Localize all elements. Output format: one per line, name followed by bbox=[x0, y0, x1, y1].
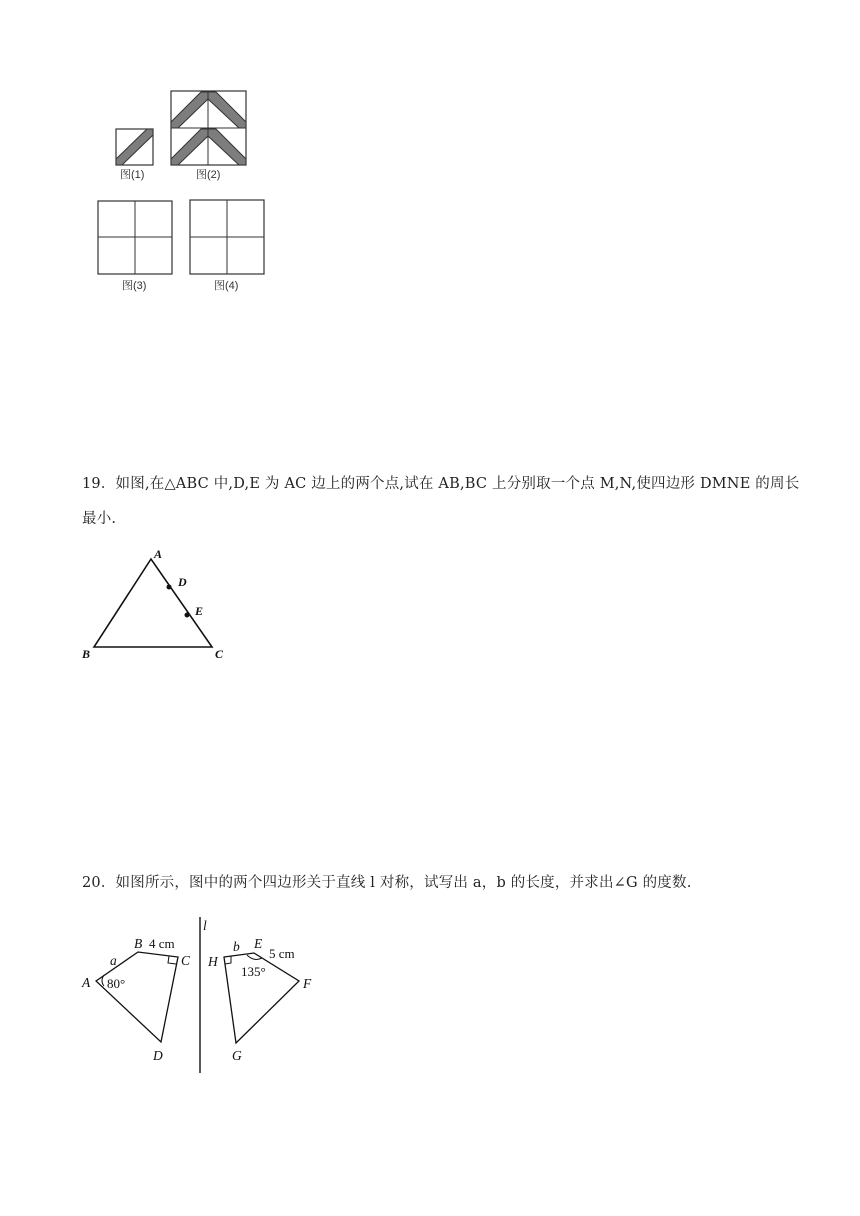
tiling-figures bbox=[0, 0, 300, 300]
quadrilateral-abcd bbox=[96, 952, 178, 1042]
triangle-abc bbox=[94, 559, 212, 647]
question-20-text: 20．如图所示，图中的两个四边形关于直线 l 对称，试写出 a，b 的长度，并求出∠G 的度数. bbox=[82, 875, 692, 891]
figure-3 bbox=[98, 201, 172, 274]
symmetric-quadrilaterals-figure bbox=[70, 905, 340, 1080]
label-h-right: H bbox=[208, 954, 218, 969]
figure-1 bbox=[116, 129, 153, 165]
figure-2 bbox=[171, 91, 246, 165]
caption-figure-2: 图(2) bbox=[196, 169, 221, 181]
label-b-left: B bbox=[134, 936, 143, 951]
caption-figure-1: 图(1) bbox=[120, 169, 145, 181]
label-d-left: D bbox=[153, 1048, 163, 1063]
label-l: l bbox=[203, 918, 207, 933]
label-g-right: G bbox=[232, 1048, 242, 1063]
label-len-bc: 4 cm bbox=[149, 936, 175, 951]
label-e-right: E bbox=[254, 936, 263, 951]
point-d bbox=[167, 585, 172, 590]
label-e: E bbox=[195, 604, 204, 618]
caption-figure-4: 图(4) bbox=[214, 280, 239, 292]
label-angle-135: 135° bbox=[241, 964, 266, 979]
label-a-side: a bbox=[110, 953, 117, 968]
label-d: D bbox=[178, 575, 187, 589]
label-a-left: A bbox=[82, 975, 91, 990]
label-c-left: C bbox=[181, 953, 191, 968]
point-e bbox=[185, 613, 190, 618]
label-a: A bbox=[154, 547, 163, 561]
caption-figure-3: 图(3) bbox=[122, 280, 147, 292]
label-angle-80: 80° bbox=[107, 976, 126, 991]
label-len-ef: 5 cm bbox=[269, 946, 295, 961]
label-b-side: b bbox=[233, 939, 240, 954]
question-19-line-1: 19．如图,在△ABC 中,D,E 为 AC 边上的两个点,试在 AB,BC 上分别取一个点 M,N,使四边形 DMNE 的周长 bbox=[82, 476, 800, 492]
label-c: C bbox=[215, 647, 224, 661]
label-b: B bbox=[82, 647, 91, 661]
figure-4 bbox=[190, 200, 264, 274]
label-f-right: F bbox=[303, 976, 312, 991]
question-19-line-2: 最小. bbox=[82, 511, 117, 527]
triangle-abc-figure bbox=[70, 545, 240, 665]
